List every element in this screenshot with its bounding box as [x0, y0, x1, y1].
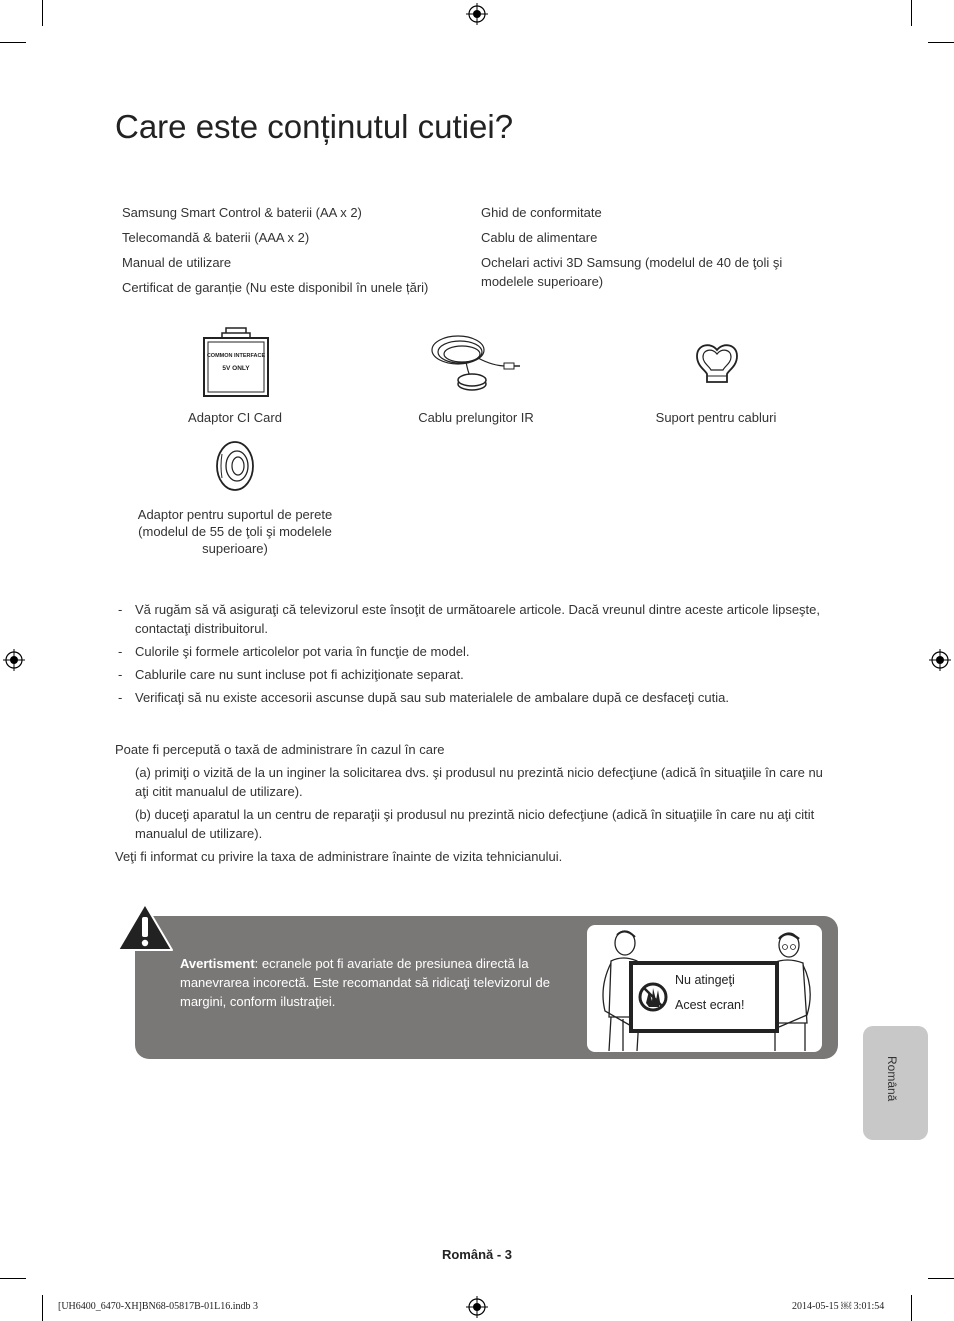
ci-card-icon [200, 326, 272, 398]
contents-list-left [122, 203, 462, 303]
bullet-dash: - [118, 690, 123, 705]
crop-mark [0, 42, 26, 43]
fee-intro: Poate fi percepută o taxă de administrare în cazul în care [115, 742, 445, 757]
list-item [115, 642, 830, 661]
note-text: Vă rugăm să vă asiguraţi că televizorul este însoţit de următoarele articole. Dacă vreunul dintre aceste articole lipseşte, contactaţi distribuitorul. [135, 602, 821, 636]
ci-card-caption: Adaptor CI Card [188, 410, 282, 425]
warning-body: : ecranele pot fi avariate de presiunea directă la manevrarea incorectă. Este recomandat să ridicaţi televizorul de margini, conform ilustraţiei. [180, 956, 550, 1009]
fee-outro: Veţi fi informat cu privire la taxa de administrare înainte de vizita tehnicianului. [115, 849, 563, 864]
list-item: Telecomandă & baterii (AAA x 2) [122, 230, 310, 245]
cable-holder-caption: Suport pentru cabluri [655, 410, 777, 425]
warning-text [180, 954, 560, 1011]
note-text: Verificaţi să nu existe accesorii ascunse după sau sub materialele de ambalare după ce desfaceţi cutia. [135, 690, 730, 705]
screen-warning-line2: Acest ecran! [675, 998, 745, 1012]
ir-cable-icon [428, 328, 523, 400]
registration-mark-icon [3, 649, 25, 671]
list-item [115, 688, 830, 707]
list-item [115, 665, 830, 684]
bullet-dash: - [118, 644, 123, 659]
ir-cable-caption: Cablu prelungitor IR [418, 410, 534, 425]
list-item: Ghid de conformitate [481, 205, 602, 220]
cable-holder-icon [693, 340, 741, 386]
ci-card-bottom-label: 5V ONLY [222, 365, 250, 372]
contents-list-right [481, 203, 821, 297]
list-item: Ochelari activi 3D Samsung (modelul de 40 de ţoli şi modelele superioare) [481, 255, 783, 289]
warning-triangle-icon [116, 902, 174, 952]
footer-timestamp: 2014-05-15 ￼ 3:01:54 [792, 1301, 885, 1312]
notes-list [115, 600, 830, 711]
language-tab-label: Română [885, 1056, 899, 1102]
bullet-dash: - [118, 602, 123, 617]
registration-mark-icon [929, 649, 951, 671]
crop-mark [0, 1278, 26, 1279]
language-tab [863, 1026, 928, 1140]
ci-card-top-label: COMMON INTERFACE [206, 353, 266, 359]
warning-label: Avertisment [180, 956, 255, 971]
list-item: Cablu de alimentare [481, 230, 598, 245]
fee-section [115, 740, 830, 866]
list-item: Manual de utilizare [122, 255, 232, 270]
wall-adapter-caption: Adaptor pentru suportul de perete (modelul de 55 de ţoli şi modelele superioare) [137, 507, 333, 556]
registration-mark-icon [466, 3, 488, 25]
list-item: Certificat de garanție (Nu este disponibil în unele țări) [122, 280, 429, 295]
wall-mount-adapter-icon [214, 440, 256, 492]
crop-mark [911, 1295, 912, 1321]
crop-mark [911, 0, 912, 26]
fee-case-b: (b) duceţi aparatul la un centru de reparaţii şi produsul nu prezintă nicio defecţiune (adică în situaţiile în care nu aţi citit manualul de utilizare). [135, 807, 815, 841]
registration-mark-icon [466, 1296, 488, 1318]
note-text: Cablurile care nu sunt incluse pot fi achiziţionate separat. [135, 667, 464, 682]
screen-warning-line1: Nu atingeţi [675, 973, 735, 987]
list-item: Samsung Smart Control & baterii (AA x 2) [122, 205, 362, 220]
bullet-dash: - [118, 667, 123, 682]
crop-mark [928, 1278, 954, 1279]
crop-mark [928, 42, 954, 43]
handling-illustration [587, 925, 822, 1052]
list-item [115, 600, 830, 638]
page-number: Română - 3 [441, 1247, 513, 1262]
note-text: Culorile şi formele articolelor pot varia în funcţie de model. [135, 644, 470, 659]
fee-case-a: (a) primiţi o vizită de la un inginer la solicitarea dvs. şi produsul nu prezintă nicio defecţiune (adică în situaţiile în care nu aţi citit manualul de utilizare). [135, 765, 823, 799]
footer-file-info: [UH6400_6470-XH]BN68-05817B-01L16.indb 3 [58, 1301, 258, 1312]
crop-mark [42, 1295, 43, 1321]
page-title: Care este conținutul cutiei? [115, 108, 514, 145]
crop-mark [42, 0, 43, 26]
